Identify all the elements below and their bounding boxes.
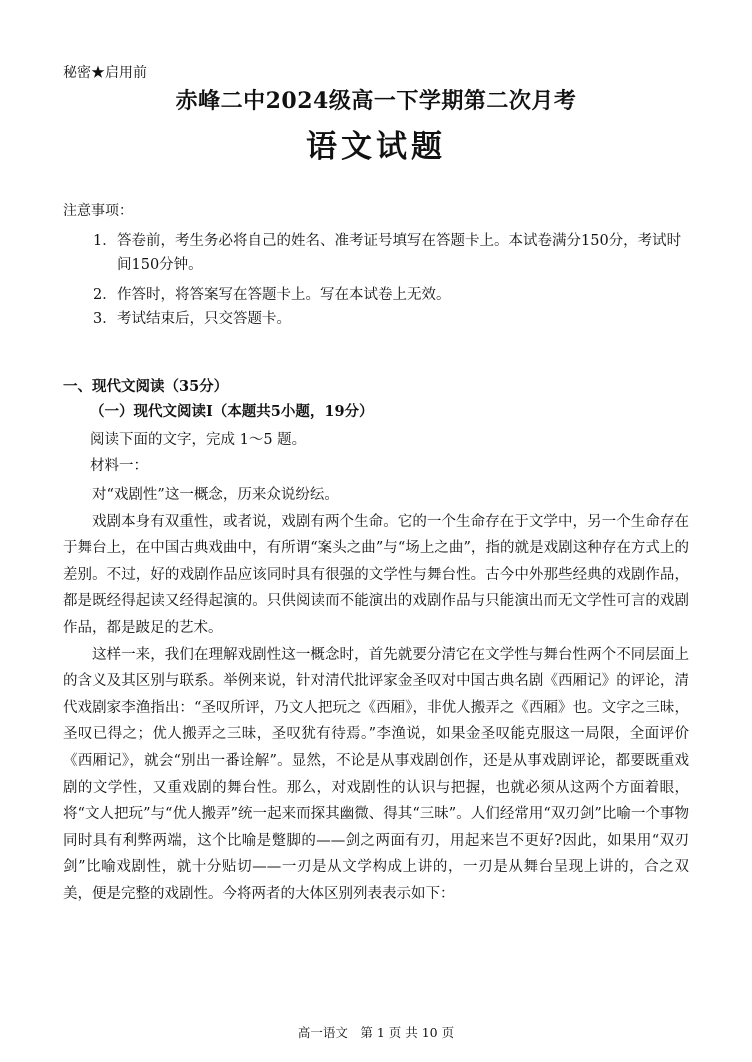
- page-footer: 高一语文 第 1 页 共 10 页: [297, 1025, 455, 1040]
- notice-item-number: 2．: [93, 287, 117, 303]
- subsection-heading: （一）现代文阅读Ⅰ（本题共5小题，19分）: [90, 403, 374, 420]
- notice-item-number: 3．: [93, 311, 117, 327]
- confidential-label: 秘密★启用前: [63, 65, 147, 81]
- notice-item-text: 作答时，将答案写在答题卡上。写在本试卷上无效。: [117, 287, 451, 303]
- notice-item-text: 答卷前，考生务必将自己的姓名、准考证号填写在答题卡上。本试卷满分150分，考试时间150分钟。: [117, 233, 682, 273]
- notice-item-2: [93, 283, 693, 307]
- notice-item-1: [93, 229, 693, 273]
- exam-subject-title: 语文试题: [306, 129, 446, 165]
- exam-title: 赤峰二中2024级高一下学期第二次月考: [175, 88, 577, 114]
- paragraph: 戏剧本身有双重性，或者说，戏剧有两个生命。它的一个生命存在于文学中，另一个生命存在于舞台上，在中国古典戏曲中，有所谓“案头之曲”与“场上之曲”，指的就是戏剧这种存在方式上的差别。不过，好的戏剧作品应该同时具有很强的文学性与舞台性。古今中外那些经典的戏剧作品，都是既经得起读又经得起演的。只供阅读而不能演出的戏剧作品与只能演出而无文学性可言的戏剧作品，都是跛足的艺术。: [63, 513, 689, 636]
- notice-item-3: [93, 307, 693, 331]
- reading-instruction: 阅读下面的文字，完成 1～5 题。: [90, 432, 307, 448]
- notice-item-text: 考试结束后，只交答题卡。: [117, 311, 291, 327]
- notice-heading: 注意事项：: [63, 203, 133, 219]
- material-label: 材料一：: [90, 458, 148, 474]
- notice-item-number: 1．: [93, 233, 117, 249]
- material-text: [63, 482, 689, 908]
- paragraph: 这样一来，我们在理解戏剧性这一概念时，首先就要分清它在文学性与舞台性两个不同层面上的含义及其区别与联系。举例来说，针对清代批评家金圣叹对中国古典名剧《西厢记》的评论，清代戏剧家李渔指出：“圣叹所评，乃文人把玩之《西厢》，非优人搬弄之《西厢》也。文字之三昧，圣叹已得之；优人搬弄之三昧，圣叹犹有待焉。”李渔说，如果金圣叹能克服这一局限，全面评价《西厢记》，就会“别出一番诠解”。显然，不论是从事戏剧创作，还是从事戏剧评论，都要既重戏剧的文学性，又重戏剧的舞台性。那么，对戏剧性的认识与把握，也就必须从这两个方面着眼，将“文人把玩”与“优人搬弄”统一起来而探其幽微、得其“三昧”。人们经常用“双刃剑”比喻一个事物同时具有利弊两端，这个比喻是蹩脚的——剑之两面有刃，用起来岂不更好?因此，如果用“双刃剑”比喻戏剧性，就十分贴切——一刃是从文学构成上讲的，一刃是从舞台呈现上讲的，合之双美，便是完整的戏剧性。今将两者的大体区别列表表示如下：: [63, 646, 689, 902]
- section-heading: 一、现代文阅读（35分）: [63, 378, 229, 395]
- paragraph: 对“戏剧性”这一概念，历来众说纷纭。: [92, 487, 339, 503]
